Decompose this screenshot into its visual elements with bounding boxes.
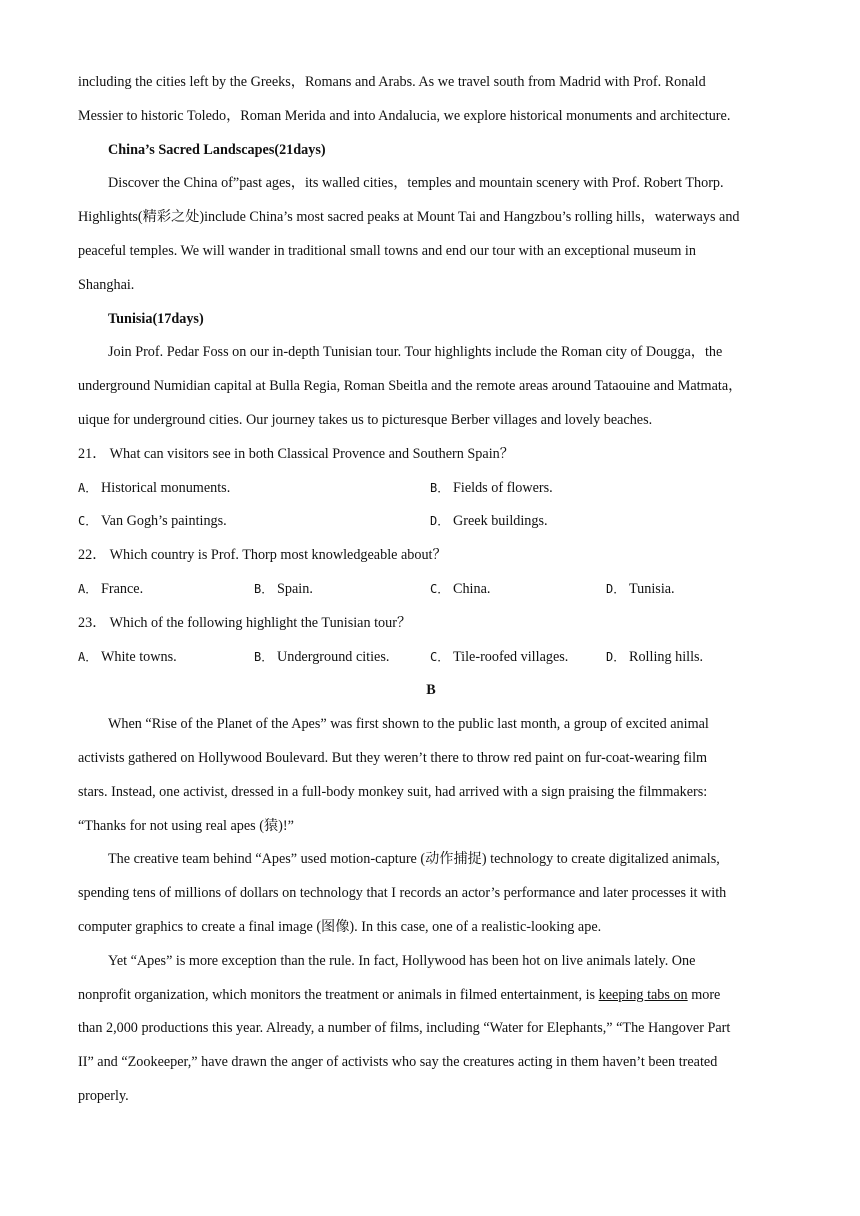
option-text: Tunisia.	[629, 580, 675, 597]
section-b-text-line: Yet “Apes” is more exception than the rule. In fact, Hollywood has been hot on live animals lately. One	[108, 952, 696, 969]
text-segment: more	[687, 986, 721, 1003]
text-segment: nonprofit organization, which monitors the treatment or animals in filmed entertainment, is	[78, 986, 599, 1003]
section-b-text-line: II” and “Zookeeper,” have drawn the anger of activists who say the creatures acting in them haven’t been treated	[78, 1054, 718, 1071]
question-22-stem: 22． Which country is Prof. Thorp most knowledgeable about？	[78, 547, 447, 564]
option-text: Van Gogh’s paintings.	[101, 513, 227, 530]
option-text: Underground cities.	[277, 648, 390, 665]
option-text: Tile-roofed villages.	[453, 648, 569, 665]
question-21-options-row	[78, 472, 784, 506]
passage-text-line: Messier to historic Toledo，Roman Merida and into Andalucia, we explore historical monuments and architecture.	[78, 107, 731, 124]
option-a[interactable]	[78, 472, 430, 506]
china-text-line: Discover the China of”past ages，its walled cities，temples and mountain scenery with Prof. Robert Thorp.	[108, 175, 724, 192]
option-letter: C．	[430, 581, 450, 596]
option-text: White towns.	[101, 648, 177, 665]
underlined-phrase: keeping tabs on	[598, 986, 688, 1003]
option-letter: D．	[430, 514, 450, 529]
option-letter: B．	[430, 480, 450, 495]
question-23-stem: 23． Which of the following highlight the Tunisian tour？	[78, 614, 412, 631]
china-tour-heading: China’s Sacred Landscapes(21days)	[108, 141, 326, 158]
option-text: Rolling hills.	[629, 648, 704, 665]
china-text-line: Highlights(精彩之处)include China’s most sacred peaks at Mount Tai and Hangzbou’s rolling hills，waterways and	[78, 209, 740, 226]
option-b[interactable]	[430, 472, 782, 506]
option-b[interactable]	[254, 641, 430, 675]
section-b-text-line: “Thanks for not using real apes (猿)!”	[78, 817, 294, 834]
section-b-text-line: When “Rise of the Planet of the Apes” was first shown to the public last month, a group of excited animal	[108, 716, 709, 733]
question-21-stem: 21． What can visitors see in both Classical Provence and Southern Spain？	[78, 445, 514, 462]
section-b-text-line: computer graphics to create a final image (图像). In this case, one of a realistic-looking ape.	[78, 918, 602, 935]
option-text: Fields of flowers.	[453, 479, 553, 496]
option-c[interactable]	[430, 641, 606, 675]
option-text: Historical monuments.	[101, 479, 231, 496]
tunisia-tour-heading: Tunisia(17days)	[108, 310, 204, 327]
china-text-line: peaceful temples. We will wander in traditional small towns and end our tour with an exceptional museum in	[78, 242, 696, 259]
section-b-heading: B	[426, 682, 436, 699]
tunisia-text-line: underground Numidian capital at Bulla Regia, Roman Sbeitla and the remote areas around Tataouine and Matmata，	[78, 378, 743, 395]
section-b-text-line: stars. Instead, one activist, dressed in a full-body monkey suit, had arrived with a sign praising the filmmakers:	[78, 783, 708, 800]
option-letter: A．	[78, 581, 98, 596]
option-letter: C．	[430, 649, 450, 664]
question-22-options-row	[78, 573, 784, 607]
option-d[interactable]	[606, 573, 782, 607]
option-letter: B．	[254, 581, 274, 596]
option-letter: D．	[606, 581, 626, 596]
section-b-text-line: The creative team behind “Apes” used motion-capture (动作捕捉) technology to create digitalized animals,	[108, 851, 720, 868]
option-letter: D．	[606, 649, 626, 664]
tunisia-text-line: uique for underground cities. Our journey takes us to picturesque Berber villages and lovely beaches.	[78, 411, 653, 428]
question-21-options-row	[78, 505, 784, 539]
option-letter: A．	[78, 649, 98, 664]
option-letter: B．	[254, 649, 274, 664]
option-a[interactable]	[78, 641, 254, 675]
option-text: France.	[101, 580, 144, 597]
option-letter: A．	[78, 480, 98, 495]
option-a[interactable]	[78, 573, 254, 607]
document-page	[78, 66, 784, 1114]
section-b-text-line	[78, 979, 784, 1013]
option-c[interactable]	[78, 505, 430, 539]
section-b-text-line: properly.	[78, 1087, 129, 1104]
option-text: Spain.	[277, 580, 313, 597]
section-b-text-line: than 2,000 productions this year. Already, a number of films, including “Water for Elephants,” “The Hangover Part	[78, 1020, 731, 1037]
option-d[interactable]	[606, 641, 782, 675]
option-c[interactable]	[430, 573, 606, 607]
option-b[interactable]	[254, 573, 430, 607]
section-b-text-line: activists gathered on Hollywood Boulevard. But they weren’t there to throw red paint on fur-coat-wearing film	[78, 749, 708, 766]
option-text: China.	[453, 580, 491, 597]
option-d[interactable]	[430, 505, 782, 539]
china-text-line: Shanghai.	[78, 276, 135, 293]
section-b-text-line: spending tens of millions of dollars on technology that I records an actor’s performance and later processes it with	[78, 885, 727, 902]
option-text: Greek buildings.	[453, 513, 548, 530]
question-23-options-row	[78, 641, 784, 675]
tunisia-text-line: Join Prof. Pedar Foss on our in-depth Tunisian tour. Tour highlights include the Roman city of Dougga，the	[108, 344, 723, 361]
passage-text-line: including the cities left by the Greeks，Romans and Arabs. As we travel south from Madrid with Prof. Ronald	[78, 74, 706, 90]
option-letter: C．	[78, 514, 98, 529]
